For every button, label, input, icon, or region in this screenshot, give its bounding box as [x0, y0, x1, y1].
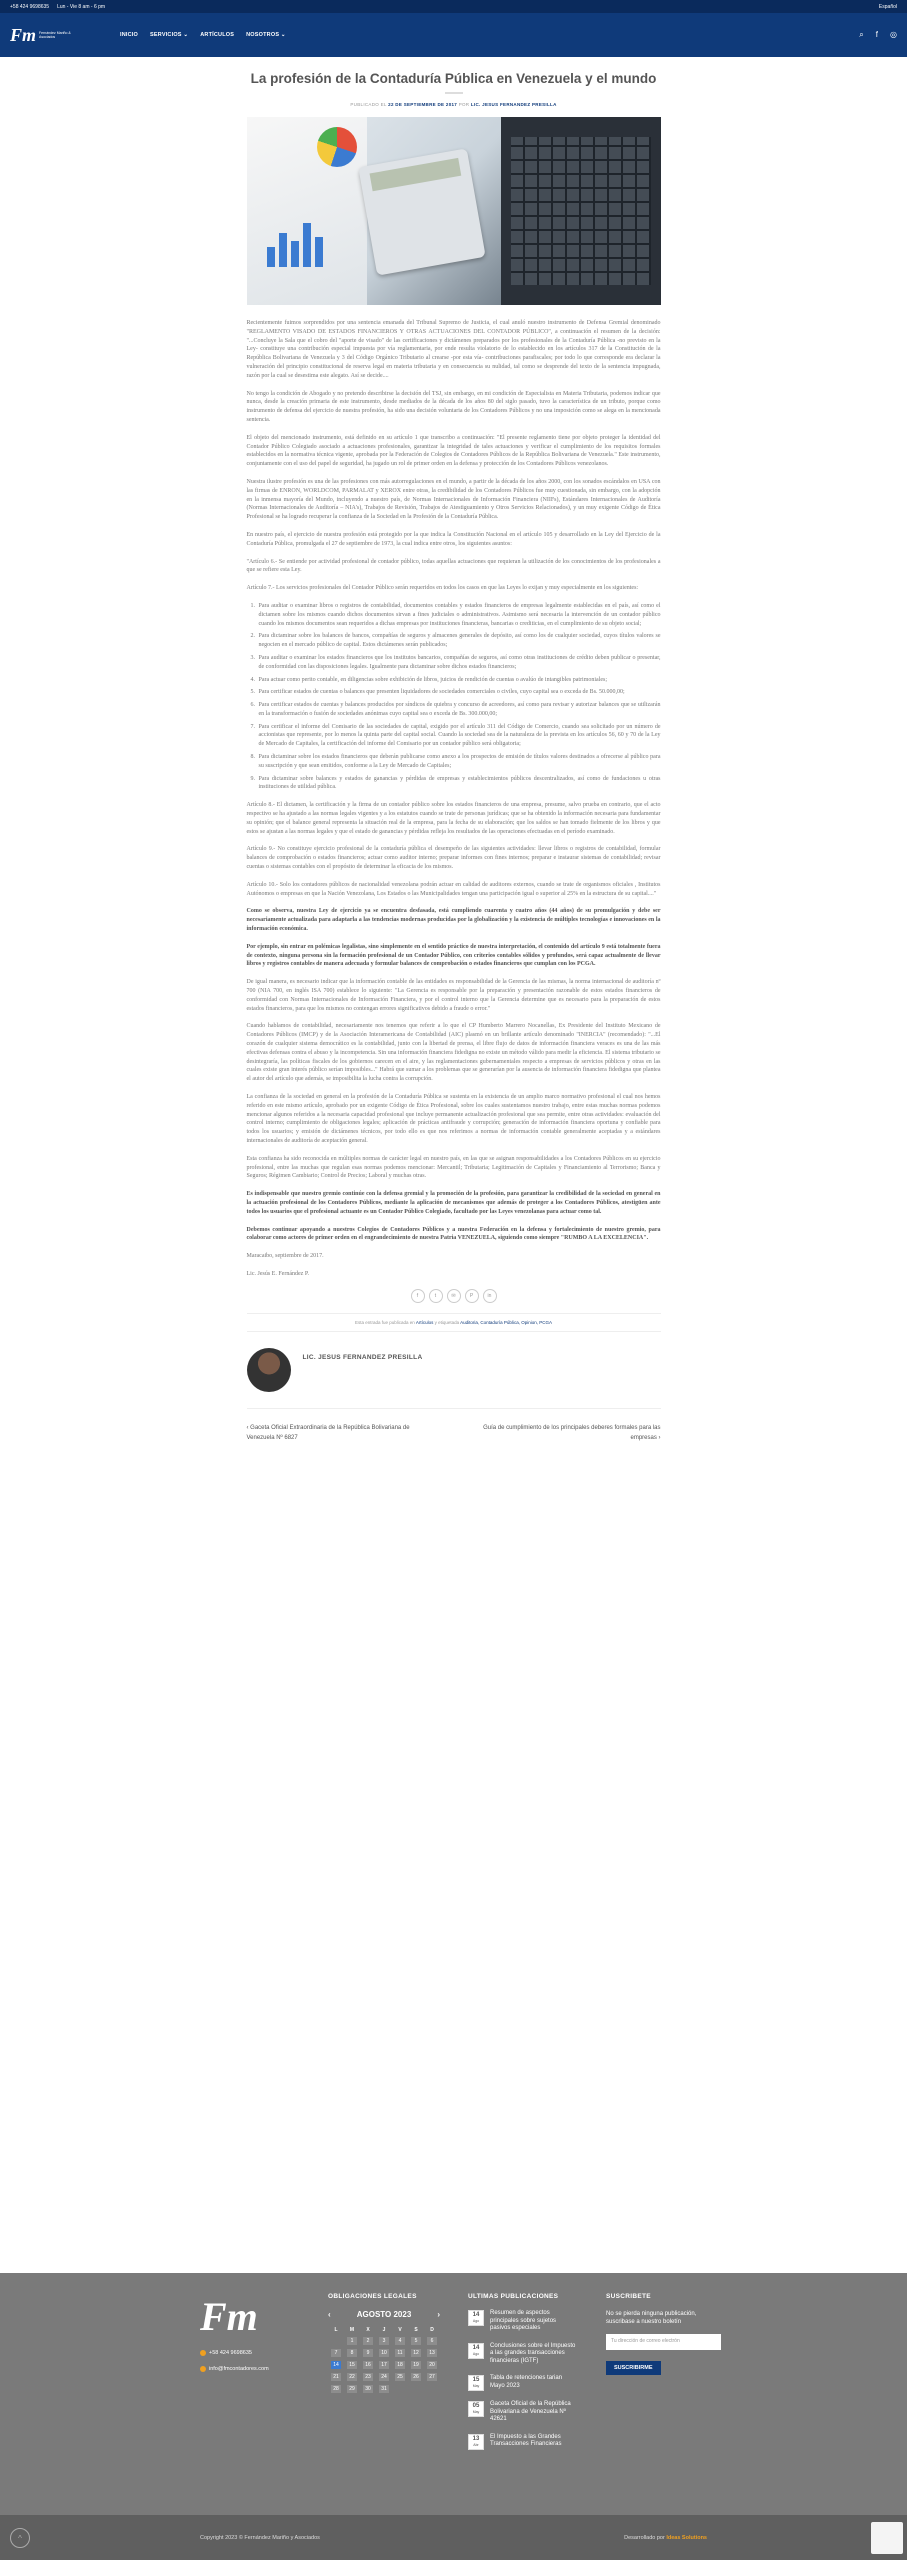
post-navigation	[247, 1409, 661, 1473]
list-item: 6. Para certificar estados de cuentas y balances producidos por síndicos de quiebra y concurso de acreedores, así como para revisar y autorizar balances que se utilizarán en la transformación o fusión de sociedades anónimas cuyo capital sea o exceda de Bs. 300.000,00;	[257, 701, 661, 719]
phone-text[interactable]: +58 424 9698635	[10, 3, 50, 10]
calendar-day[interactable]: 26	[411, 2373, 421, 2381]
paragraph: Como se observa, nuestra Ley de ejercicio ya se encuentra desfasada, está cumpliendo cuarenta y cuatro años (44 años) de su promulgación y debe ser necesariamente actualizada para adaptarla a las tendencias modernas producidas por la globalización y la existencia de múltiples tecnologías e innovaciones en la información económica.	[246, 908, 661, 933]
calendar-day[interactable]: 17	[379, 2361, 389, 2369]
list-item: 8. Para dictaminar sobre los estados financieros que deberán publicarse como anexo a los prospectos de emisión de títulos valores destinados a ofrecerse al público para su suscripción y que sean emitidos, conforme a la Ley de Mercado de Capitales;	[257, 753, 661, 771]
title-divider	[445, 92, 463, 94]
calendar-day[interactable]: 21	[331, 2373, 341, 2381]
calculator-graphic	[358, 148, 485, 275]
prev-post-link[interactable]: ‹ Gaceta Oficial Extraordinaria de la República Bolivariana de Venezuela Nº 6827	[246, 1424, 410, 1441]
calendar-day[interactable]: 31	[379, 2385, 389, 2393]
paragraph: Debemos continuar apoyando a nuestros Colegios de Contadores Públicos y a nuestra Federación en la defensa y fortalecimiento de nuestro gremio, para colaborar como actores de primer orden en el engrandecimiento de nuestra Patria VENEZUELA, siguiendo como siempre "RUMBO A LA EXCELENCIA".	[246, 1226, 661, 1242]
paragraph: La confianza de la sociedad en general en la profesión de la Contaduría Pública se sustenta en la existencia de un amplio marco normativo profesional el cual nos hemos referido en este mismo artículo, aprobado por un exigente Código de Ética Profesional, sobre los cuales sustentamos nuestro trabajo, entre estas muchas normas podemos mencionar algunos referidos a la necesaria capacidad profesional que incluye permanente actualización profesional que sea permite, entre otras actividades: evaluación del control interno; cumplimiento de obligaciones legales; aplicación de prácticas antifraude y corrupción; generación de información financiera oportuna y confiable para todos los usuarios; y emisión de dictámenes técnicos, por todo ello es que nos referimos a normas de información contable generalmente aceptadas y a estándares internacionales de auditoría de aceptación general.	[246, 1093, 661, 1144]
list-item[interactable]: 13 Abr El Impuesto a las Grandes Transacciones Financieras	[468, 2434, 578, 2450]
instagram-icon[interactable]: ◎	[890, 30, 897, 39]
article-body	[247, 319, 661, 1279]
tags-link[interactable]: Auditoria, Contaduría Pública, Opinion, PCGA	[460, 1319, 552, 1325]
calendar-day[interactable]: 13	[427, 2349, 437, 2357]
paragraph: Maracaibo, septiembre de 2017.	[246, 1253, 324, 1260]
paragraph: El objeto del mencionado instrumento, está definido en su artículo 1 que transcribo a continuación: "El presente reglamento tiene por objeto proteger la identidad del Contador Público Colegiado asociado a actuaciones profesionales, garantizar la integridad de tales actuaciones y verificar el cumplimiento de los requisitos formales establecidos en la normativa técnica vigente, aprobada por la Federación de Colegios de Contadores Públicos de la República Bolivariana de Venezuela." Este instrumento, conjuntamente con el uso del papel de seguridad, ha jugado un rol de primer orden en la defensa y protección de los Contadores Públicos venezolanos.	[246, 434, 661, 468]
subscribe-button[interactable]: SUSCRIBIRME	[606, 2361, 661, 2375]
paragraph: Artículo 9.- No constituye ejercicio profesional de la contaduría pública el desempeño de las siguientes actividades: llevar libros o registros de contabilidad, formular balances de comprobación o estados financieros; actuar como auditor interno; preparar informes con fines internos; preparar e instaurar sistemas de contabilidad; revisar cuentas o sistemas contables con el propósito de determinar la eficacia de los mismos.	[246, 846, 661, 871]
article-list	[257, 602, 661, 792]
nav-nosotros[interactable]: NOSOTROS ⌄	[246, 32, 286, 38]
category-link[interactable]: Artículos	[415, 1319, 434, 1325]
calendar-day[interactable]: 27	[427, 2373, 437, 2381]
main-nav	[120, 32, 286, 38]
calendar-month: AGOSTO 2023	[356, 2310, 412, 2319]
list-item[interactable]: 05 May Gaceta Oficial de la República Bolivariana de Venezuela Nº 42621	[468, 2401, 578, 2424]
paragraph: Nuestra ilustre profesión es una de las profesiones con más autorregulaciones en el mundo, a partir de la década de los años 2000, con los sonados escándalos en USA con las firmas de ENRON, WORLDCOM, PARMALAT y XEROX entre otras, la credibilidad de los Contadores Públicos fue muy cuestionada, sin embargo, con la adopción en la inmensa mayoría del Mundo, incluyendo a nuestro país, de Normas Internacionales de Información Financiera (NIIFs), Estándares Internacionales de Auditoría (Normas Internacionales de Auditoría – NIA's), Trabajos de Revisión, Trabajos de Atestiguamiento y Otros Servicios Relacionados), y un muy exigente Código de Ética Profesional se ha logrado recuperar la confianza de la Sociedad en la Profesión de la Contaduría Pública.	[246, 478, 661, 521]
legal-calendar: OBLIGACIONES LEGALES ‹ AGOSTO 2023 › L M X J V S D 1 2 3 4 5 6 7 8 9 10 11 12 13 14 15 16 17 18 19 20 21 22 23 24 25 26 27 28 29 30 31	[328, 2293, 440, 2515]
email-share-icon[interactable]: ✉	[447, 1289, 461, 1303]
latest-posts: ULTIMAS PUBLICACIONES 14 Ago Resumen de aspectos principales sobre sujetos pasivos especiales 14 Ago Conclusiones sobre el Impuesto a las grandes transacciones financieras (IGTF) 15 May Tabla de retenciones tarian Mayo 2023 05 May Gaceta Oficial de la República Bolivariana de Venezuela Nº 42621 13 Abr El Impuesto a las Grandes Transacciones Financieras	[468, 2293, 578, 2515]
page-title: La profesión de la Contaduría Pública en Venezuela y el mundo	[250, 71, 657, 86]
bottom-bar: Copyright 2023 © Fernández Mariño y Asociados Desarrollado por Ideas Solutions	[0, 2515, 907, 2560]
next-month-icon[interactable]: ›	[437, 2310, 440, 2319]
nav-articulos[interactable]: ARTÍCULOS	[200, 32, 235, 38]
hero-image	[247, 117, 661, 305]
author-name: LIC. JESUS FERNANDEZ PRESILLA	[302, 1353, 423, 1361]
calendar-day[interactable]: 18	[395, 2361, 405, 2369]
subscribe-text: No se pierda ninguna publicación, suscribase a nuestro boletín	[606, 2311, 697, 2325]
pinterest-share-icon[interactable]: P	[465, 1289, 479, 1303]
facebook-share-icon[interactable]: f	[411, 1289, 425, 1303]
paragraph: Por ejemplo, sin entrar en polémicas legalistas, sino simplemente en el sentido práctico de nuestra interpretación, el contenido del artículo 9 está totalmente fuera de contexto, ninguna persona sin la formación profesional de un Contador Público, con criterios contables sólidos y profundos, será capaz actualmente de llevar libros y registros contables de manera adecuada y formular balances de comprobación o estados financieros que cumplan con los PCGA.	[246, 943, 661, 968]
next-post-link[interactable]: Guía de cumplimiento de los principales deberes formales para las empresas ›	[483, 1424, 661, 1441]
article	[247, 57, 661, 1473]
recaptcha-badge[interactable]	[871, 2522, 903, 2554]
search-icon[interactable]: ⌕	[859, 30, 864, 39]
developer-link[interactable]: Ideas Solutions	[666, 2534, 707, 2541]
post-author-link[interactable]: LIC. JESUS FERNANDEZ PRESILLA	[470, 102, 557, 107]
copyright: Copyright 2023 © Fernández Mariño y Asociados	[200, 2534, 320, 2541]
posted-in: Esta entrada fue publicada en Artículos y etiquetada Auditoria, Contaduría Pública, Opinion, PCGA	[247, 1313, 661, 1332]
site-logo[interactable]: Fm Fernández Mariño & Asociados	[10, 24, 71, 45]
top-bar	[0, 0, 907, 13]
footer-email[interactable]: info@fmcontadores.com	[209, 2366, 269, 2372]
list-item: 5. Para certificar estados de cuentas o balances que presenten liquidadores de sociedades comerciales o civiles, cuyo capital sea o exceda de Bs. 50.000,00;	[257, 688, 661, 697]
calendar-day[interactable]: 25	[395, 2373, 405, 2381]
list-item: 3. Para auditar o examinar los estados financieros que los institutos bancarios, compañías de seguros, así como otras instituciones de crédito deben publicar o presentar, de conformidad con las disposiciones legales. Igualmente para dictaminar sobre dichos estados financieros;	[257, 654, 661, 672]
list-item: 4. Para actuar como perito contable, en diligencias sobre exhibición de libros, juicios de rendición de cuentas o avalúo de intangibles patrimoniales;	[257, 676, 661, 685]
paragraph: Artículo 8.- El dictamen, la certificación y la firma de un contador público sobre los estados financieros de una empresa, presume, salvo prueba en contrario, que el acto respectivo se ha ajustado a las normas legales vigentes y a los estatutos cuando se trate de personas jurídicas; que se ha obtenido la información necesaria para fundamentar su opinión; que el balance general representa la situación real de la empresa, para la fecha de su elaboración; que los saldos se han tomado fielmente de los libros y que estos se ajustan a las normas legales y que el estado de ganancias y pérdidas refleja los resultados de las operaciones efectuadas en el período examinado.	[246, 802, 661, 835]
list-item: 9. Para dictaminar sobre balances y estados de ganancias y pérdidas de empresas y establecimientos públicos descentralizados, así como de fundaciones u otras instituciones de utilidad pública.	[257, 775, 661, 793]
calendar-day[interactable]: 15	[347, 2361, 357, 2369]
list-item: 7. Para certificar el informe del Comisario de las sociedades de capital, exigido por el artículo 311 del Código de Comercio, cuando sea solicitado por un número de accionistas que represente, por lo menos la quinta parte del capital social. Cuando la sociedad sea de la naturaleza de la prevista en los artículos 56, 60 y 70 de la Ley de Mercado de Capitales, la certificación del informe del Comisario por un contador público será obligatoria;	[257, 723, 661, 749]
post-meta: PUBLICADO EL 22 DE SEPTIEMBRE DE 2017 POR LIC. JESUS FERNANDEZ PRESILLA	[350, 102, 557, 107]
calendar-day[interactable]: 10	[379, 2349, 389, 2357]
facebook-icon[interactable]: f	[875, 30, 879, 39]
list-item: 2. Para dictaminar sobre los balances de bancos, compañías de seguros y almacenes generales de depósito, así como los de cualquier sociedad, cuyos títulos valores se negocien en el mercado público de capital. Estos dictámenes serán publicados;	[257, 632, 661, 650]
nav-servicios[interactable]: SERVICIOS ⌄	[150, 32, 189, 38]
calendar-day[interactable]: 6	[427, 2337, 437, 2345]
site-footer	[0, 2273, 907, 2515]
calendar-table: L M X J V S D 1 2 3 4 5 6 7 8 9 10 11 12 13 14 15 16 17 18 19 20 21 22 23 24 25 26 27 28 29 30 31	[328, 2325, 440, 2395]
calendar-day[interactable]: 22	[347, 2373, 357, 2381]
calendar-day[interactable]: 9	[363, 2349, 373, 2357]
email-icon	[200, 2366, 206, 2372]
paragraph: Esta confianza ha sido reconocida en múltiples normas de carácter legal en nuestro país, en las que se asignan responsabilidades a los Contadores Públicos en su ejercicio profesional, entre las muchas que regulan esas normas podemos mencionar: Mercantil; Tributaria; Legitimación de Capitales y Financiamiento al Terrorismo; Banca y Seguros; Régimen Cambiario; Control de Precios; Laboral y muchas otras.	[246, 1155, 661, 1180]
paragraph: En nuestro país, el ejercicio de nuestra profesión está protegido por la que indica la Constitución Nacional en el artículo 105 y desarrollado en la Ley del Ejercicio de la Contaduría Pública, promulgada el 27 de septiembre de 1973, la cual indica entre otros, los siguientes asuntos:	[246, 531, 661, 547]
scroll-top-icon[interactable]: ^	[10, 2528, 30, 2548]
calendar-day[interactable]: 3	[379, 2337, 389, 2345]
hours-text: Lun - Vie 8 am - 6 pm	[57, 3, 106, 10]
footer-phone[interactable]: +58 424 9698635	[209, 2350, 252, 2356]
calendar-day[interactable]: 19	[411, 2361, 421, 2369]
paragraph: Recientemente fuimos sorprendidos por una sentencia emanada del Tribunal Supremo de Justicia, el cual anuló nuestro instrumento de Defensa Gremial denominado "REGLAMENTO VISADO DE ESTADOS FINANCIEROS Y OTRAS ACTUACIONES DEL CONTADOR PÚBLICO", a continuación el resumen de la decisión: "...Concluye la Sala que el cobro del "aporte de visado" de las certificaciones y dictámenes preparados por los profesionales de la Contaduría Pública -no previsto en la Ley- constituye una contribución especial impuesta por vía reglamentaria, por ende resulta violatorio de lo establecido en los artículos 317 de la Constitución de la República Bolivariana de Venezuela y 3 del Código Orgánico Tributario al crearse -por esta vía- contribuciones parafiscales; por todo lo que corresponde era declarar la vulneración del principio constitucional de reserva legal en materia tributaria y en consecuencia su nulidad, tal como se desprende del texto de la sentencia impugnada, razón por la cual se desestima este alegato. Así se decide....	[246, 320, 661, 379]
nav-inicio[interactable]: INICIO	[120, 32, 139, 38]
pie-chart-graphic	[317, 127, 357, 167]
calendar-day[interactable]: 1	[347, 2337, 357, 2345]
laptop-graphic	[501, 117, 661, 305]
post-date[interactable]: 22 DE SEPTIEMBRE DE 2017	[388, 102, 458, 107]
list-item[interactable]: 14 Ago Conclusiones sobre el Impuesto a las grandes transacciones financieras (IGTF)	[468, 2343, 578, 2366]
footer-brand	[200, 2293, 300, 2515]
paragraph: De igual manera, es necesario indicar que la información contable de las entidades es responsabilidad de la Gerencia de las mismas, la norma internacional de auditoría nº 700 (NIA 700, en inglés ISA 700) establece lo siguiente: "La Gerencia es responsable por la preparación y presentación razonable de estos estados financieros de conformidad con Normas Internacionales de Información Financiera, y por el control interno que la Gerencia determine que es necesario para la preparación de estos estados financieros, para que los mismos no contengan errores significativos debido a fraude o error."	[246, 979, 661, 1012]
calendar-day[interactable]: 8	[347, 2349, 357, 2357]
calendar-day[interactable]: 12	[411, 2349, 421, 2357]
signature: Lic. Jesús E. Fernández P.	[246, 1270, 309, 1277]
calendar-day[interactable]: 2	[363, 2337, 373, 2345]
calendar-day[interactable]: 24	[379, 2373, 389, 2381]
calendar-day[interactable]: 11	[395, 2349, 405, 2357]
email-input[interactable]: Tu dirección de correo electrón	[606, 2334, 721, 2350]
share-icons	[247, 1289, 661, 1303]
list-item: 1. Para auditar o examinar libros o registros de contabilidad, documentos contables y estados financieros de empresas legalmente establecidas en el país, así como el dictamen sobre los mismos cuando dichos documentos sirvan a fines judiciales o administrativos. Asimismo será necesaria la intervención de un contador público cuando los mismos documentos sean requeridos a dichas empresas por instituciones financieras, bancarias o crediticias, en el cumplimiento de su objeto social;	[257, 602, 661, 628]
twitter-share-icon[interactable]: t	[429, 1289, 443, 1303]
phone-icon	[200, 2350, 206, 2356]
calendar-day[interactable]: 7	[331, 2349, 341, 2357]
paragraph: "Artículo 6.- Se entiende por actividad profesional de contador público, todas aquellas actuaciones que requieran la utilización de los conocimientos de los profesionales a que se refiere esta Ley.	[246, 558, 661, 574]
list-item[interactable]: 15 May Tabla de retenciones tarian Mayo 2023	[468, 2375, 578, 2391]
paragraph: Es indispensable que nuestro gremio continúe con la defensa gremial y la promoción de la profesión, para garantizar la credibilidad de la sociedad en general en la actuación profesional de los Contadores Públicos, mediante la aplicación de mecanismos que además de proteger a los Contadores Públicos, atestigüen ante todos los usuarios que el profesional actuante es un Contador Público Colegiado, facultado por las Leyes venezolanas para actuar como tal.	[246, 1191, 661, 1215]
paragraph: No tengo la condición de Abogado y no pretendo describirse la decisión del TSJ, sin embargo, en mi condición de Especialista en Materia Tributaria, podemos indicar que nunca, desde la creación primaria de este instrumento, desde mediados de la década de los años 80 del siglo pasado, tuvo la característica de un tributo, porque como instrumento de defensa del ejercicio de nuestra profesión, ha sido una decisión voluntaria de los Contadores Públicos y no una imposición como se alega en la mencionada sentencia.	[246, 390, 661, 423]
calendar-day[interactable]: 5	[411, 2337, 421, 2345]
calendar-day[interactable]: 30	[363, 2385, 373, 2393]
language-selector[interactable]: Español	[878, 3, 897, 10]
linkedin-share-icon[interactable]: in	[483, 1289, 497, 1303]
calendar-day[interactable]: 28	[331, 2385, 341, 2393]
subscribe-box: SUSCRIBETE No se pierda ninguna publicación, suscribase a nuestro boletín Tu dirección de correo electrón SUSCRIBIRME	[606, 2293, 721, 2515]
list-item[interactable]: 14 Ago Resumen de aspectos principales sobre sujetos pasivos especiales	[468, 2310, 578, 2333]
author-box	[247, 1332, 661, 1409]
paragraph: Cuando hablamos de contabilidad, necesariamente nos tenemos que referir a lo que el CP Humberto Marrero Nocanellas, Ex Presidente del Instituto Mexicano de Contadores Públicos (IMCP) y de la Asociación Interamericana de Contabilidad (AIC) plasmó en un brillante artículo denominado "INERCIA" (recomendado): "...El corazón de cualquier sistema democrático es la contabilidad, junto con la libertad de prensa, el libre flujo de datos de información financiera veraces es una de las más efectivas defensas contra el abuso y la incompetencia. Sin una información financiera fidedigna no existe un método válido para medir la eficiencia. El sistema tributario se desintegraría, las políticas fiscales de los gobiernos carecen en el aire, y las reglamentaciones gubernamentales respecto a empresas de servicios públicos y otras en las cuales existe gran interés público serían imposibles..." Habrá que sumar a los problemas que se generarían por la ausencia de información financiera fidedigna que plantea el autor del artículo que además, se imposibilita la lucha contra la corrupción.	[246, 1023, 661, 1083]
calendar-day-today[interactable]: 14	[331, 2361, 341, 2369]
footer-logo: Fm	[200, 2294, 258, 2339]
avatar	[247, 1348, 291, 1392]
calendar-day[interactable]: 23	[363, 2373, 373, 2381]
calendar-day[interactable]: 4	[395, 2337, 405, 2345]
calendar-day[interactable]: 16	[363, 2361, 373, 2369]
paragraph: Artículo 7.- Los servicios profesionales del Contador Público serán requeridos en todos los casos en que las Leyes lo exijan y muy especialmente en los siguientes:	[246, 585, 639, 592]
prev-month-icon[interactable]: ‹	[328, 2310, 331, 2319]
calendar-day[interactable]: 20	[427, 2361, 437, 2369]
paragraph: Artículo 10.- Solo los contadores públicos de nacionalidad venezolana podrán actuar en calidad de auditores externos, cuando se trate de organismos oficiales , Institutos Autónomos o empresas en que la Nación Venezolana, Los Estados o las Municipalidades tengan una participación igual o superior al 25% en la estructura de su capital...."	[246, 881, 661, 897]
calendar-day[interactable]: 29	[347, 2385, 357, 2393]
site-header	[0, 13, 907, 57]
